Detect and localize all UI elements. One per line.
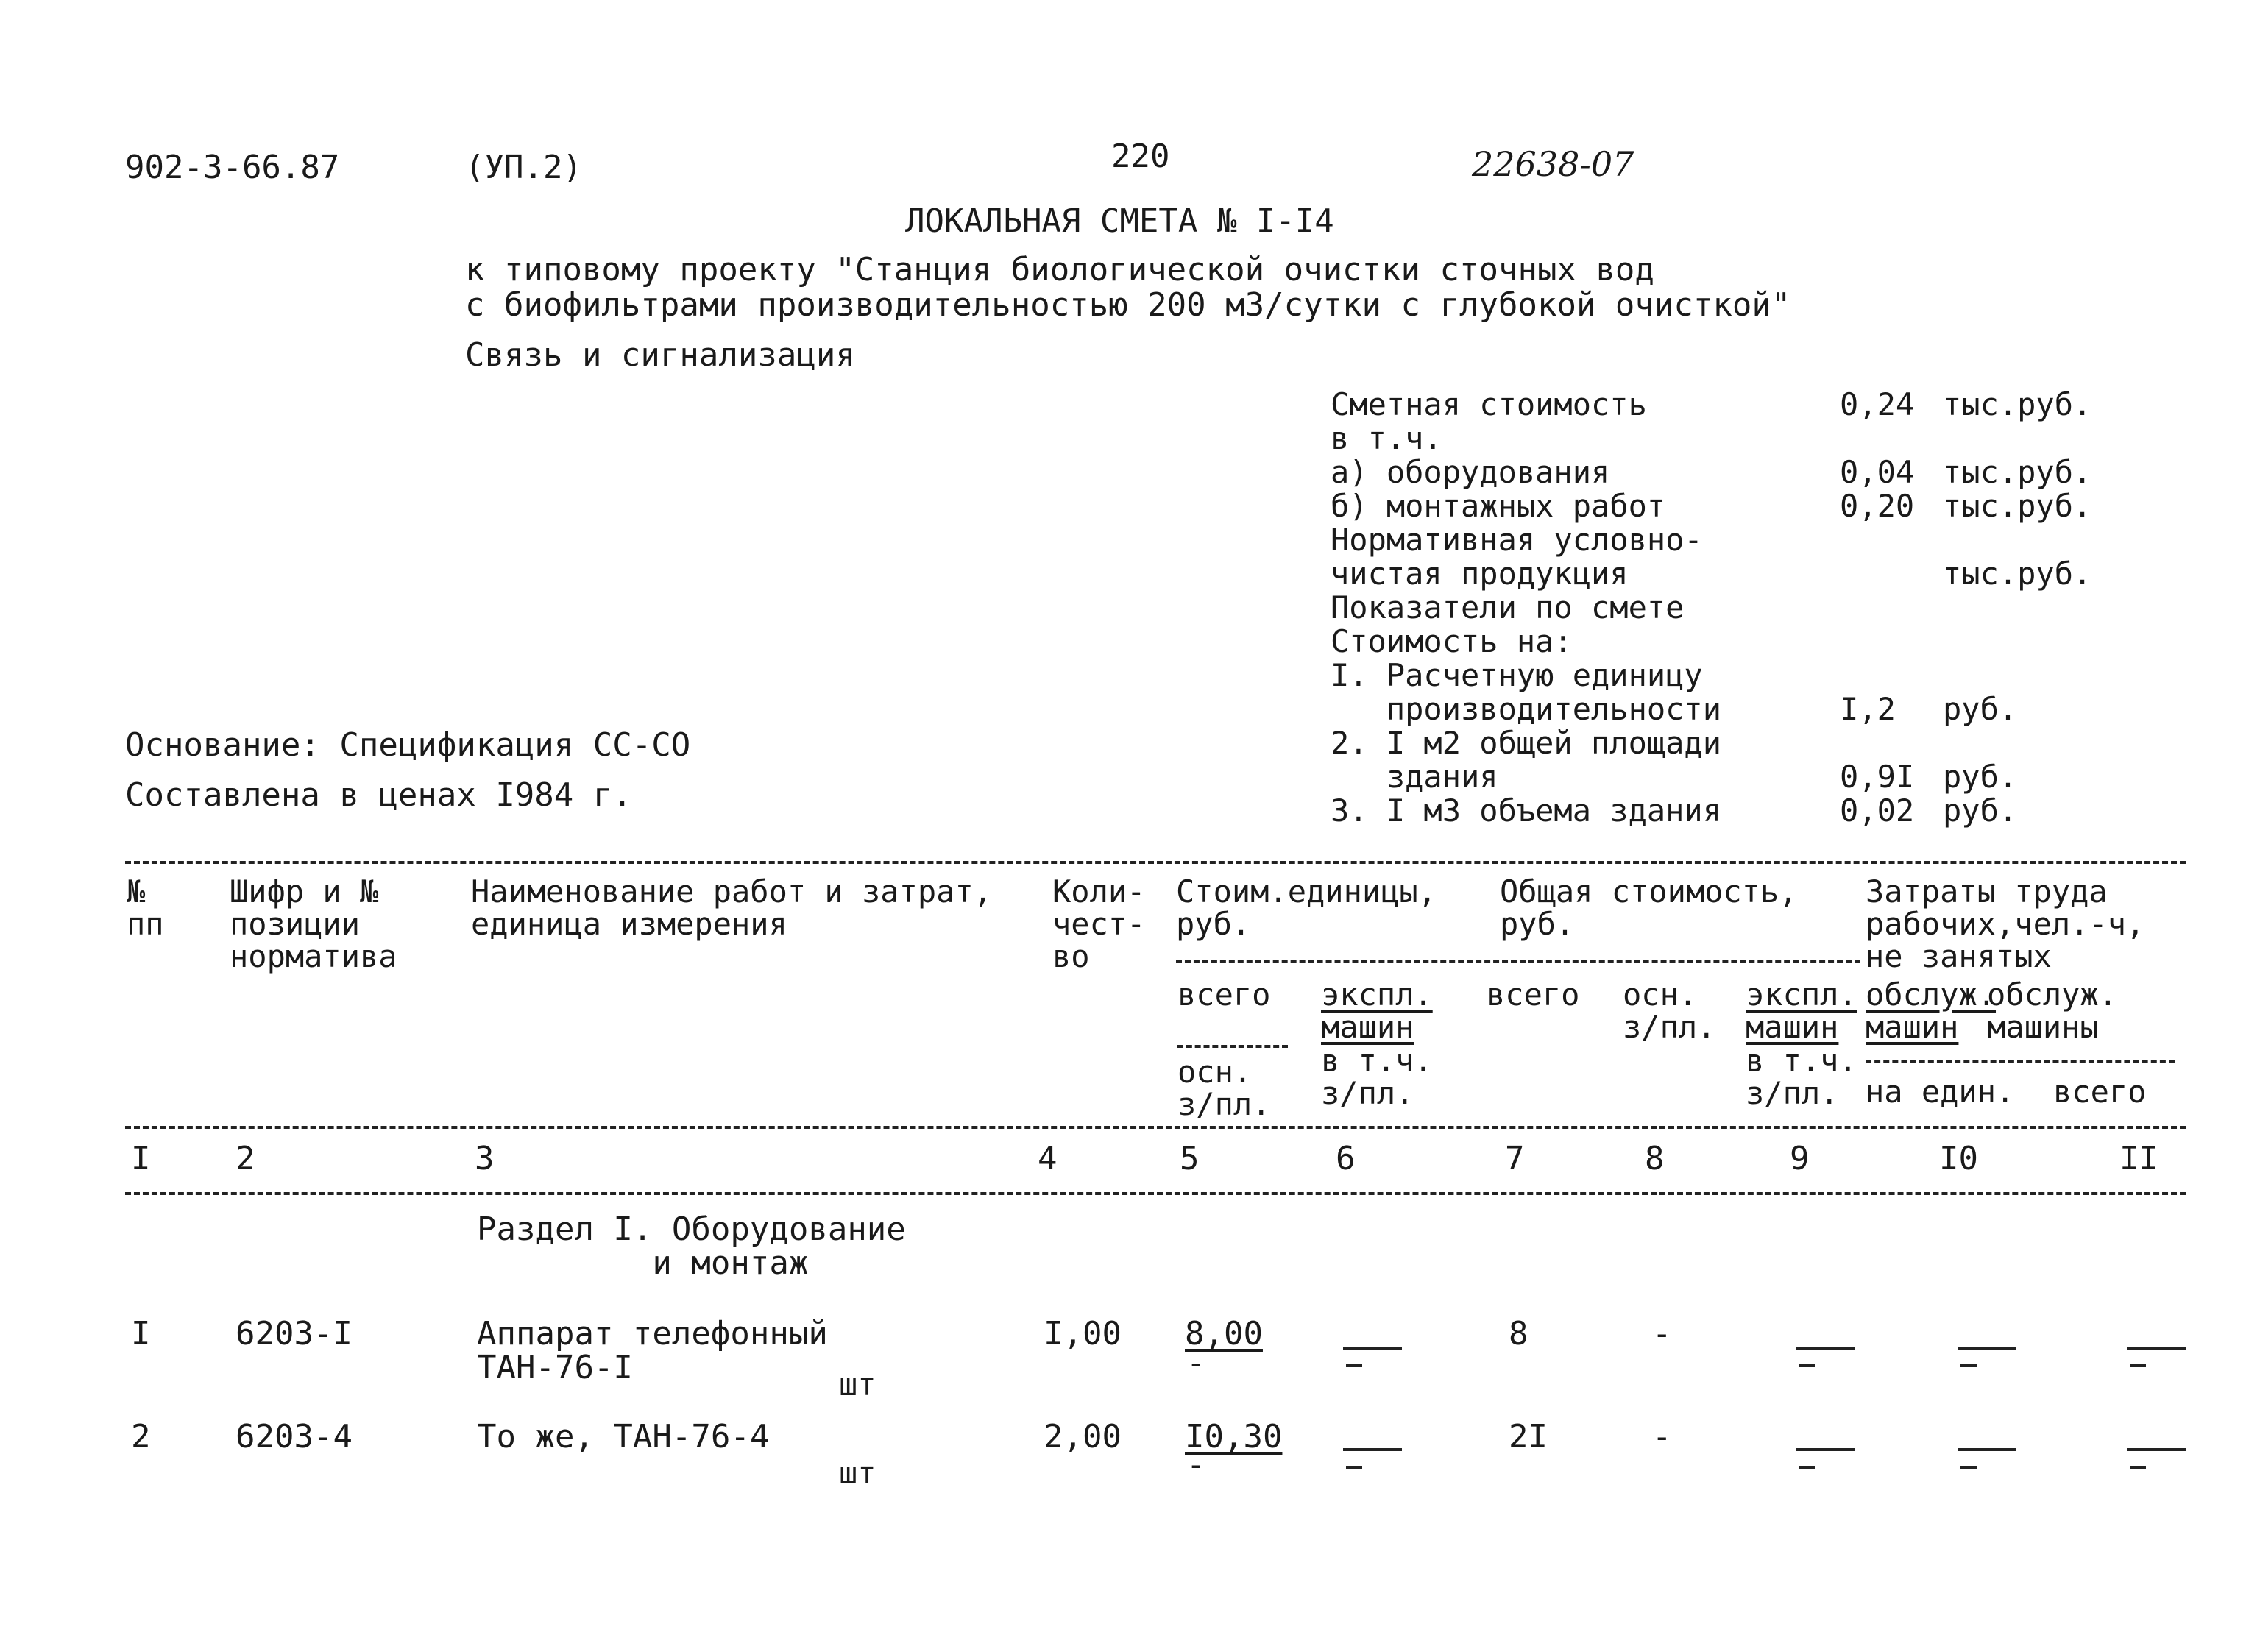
- row-unit-cost: 8,00: [1185, 1315, 1263, 1353]
- summary-label: в т.ч.: [1331, 420, 1442, 456]
- row-unit-cost: I0,30: [1185, 1418, 1283, 1456]
- row-code: 6203-I: [235, 1315, 353, 1353]
- summary-label: I. Расчетную единицу: [1331, 657, 1703, 693]
- summary-label: производительности: [1331, 691, 1722, 727]
- subheader-total-mach-sub: в т.ч. з/пл.: [1746, 1043, 1857, 1111]
- row-quantity: 2,00: [1044, 1418, 1122, 1456]
- basis-line: Основание: Спецификация СС-СО: [125, 726, 691, 764]
- section-title: Раздел I. Оборудование и монтаж: [477, 1210, 906, 1282]
- summary-label: 2. I м2 общей площади: [1331, 725, 1722, 761]
- col-number: 8: [1645, 1140, 1665, 1177]
- handwritten-code: 22638-07: [1472, 144, 1634, 184]
- row-number: I: [131, 1315, 151, 1353]
- summary-value: 0,04: [1840, 454, 1915, 490]
- summary-label: а) оборудования: [1331, 454, 1610, 490]
- col-header-number: № пп: [127, 873, 164, 942]
- row-dash-mark: [1343, 1347, 1402, 1355]
- doc-number: 902-3-66.87: [125, 149, 340, 186]
- subheader-total-mach: экспл. машин: [1746, 976, 1857, 1045]
- summary-unit: руб.: [1943, 793, 2018, 829]
- summary-value: 0,9I: [1840, 759, 1915, 795]
- column-number-rule: [125, 1192, 2186, 1195]
- row-unit: шт: [839, 1366, 876, 1403]
- header-mid-rule: [1176, 960, 1860, 963]
- subheader-total-total: всего: [1487, 976, 1580, 1013]
- row-code: 6203-4: [235, 1418, 353, 1456]
- col-number: 2: [235, 1140, 255, 1177]
- row-unit: шт: [839, 1455, 876, 1491]
- summary-label: Нормативная условно-: [1331, 522, 1703, 558]
- row-unit-cost-dash: -: [1186, 1446, 1206, 1483]
- col-number: 5: [1180, 1140, 1200, 1177]
- summary-unit: руб.: [1943, 691, 2018, 727]
- row-name: То же, ТАН-76-4: [477, 1418, 770, 1456]
- summary-label: 3. I м3 объема здания: [1331, 793, 1722, 829]
- subheader-labor-obsl-2: обслуж. машины: [1987, 976, 2118, 1045]
- subheader-labor-obsl: обслуж. машин: [1866, 976, 1997, 1045]
- col-header-labor: Затраты труда рабочих,чел.-ч, не занятых: [1866, 873, 2145, 974]
- summary-value: 0,02: [1840, 793, 1915, 829]
- album-number: (УП.2): [465, 149, 582, 186]
- row-dash-mark: [2127, 1448, 2186, 1457]
- col-number: 9: [1790, 1140, 1810, 1177]
- project-line-2: с биофильтрами производительностью 200 м3/сутки с глубокой очисткой": [465, 286, 1791, 324]
- summary-unit: тыс.руб.: [1943, 386, 2092, 422]
- row-total: 2I: [1509, 1418, 1548, 1456]
- row-osn: -: [1652, 1315, 1672, 1353]
- col-header-code: Шифр и № позиции норматива: [230, 873, 397, 974]
- col-number: 4: [1038, 1140, 1058, 1177]
- row-total: 8: [1509, 1315, 1528, 1353]
- row-number: 2: [131, 1418, 151, 1456]
- col-number: 6: [1336, 1140, 1356, 1177]
- summary-label: чистая продукция: [1331, 556, 1629, 592]
- col-header-total-cost: Общая стоимость, руб.: [1500, 873, 1798, 942]
- col-header-unit-cost: Стоим.единицы, руб.: [1176, 873, 1437, 942]
- header-bottom-rule: [125, 1126, 2186, 1129]
- summary-unit: руб.: [1943, 759, 2018, 795]
- row-dash-mark: [1958, 1448, 2016, 1457]
- page-number: 220: [1111, 138, 1170, 175]
- table-top-rule: [125, 861, 2186, 864]
- summary-value: 0,20: [1840, 488, 1915, 524]
- subheader-unit-mach-sub: в т.ч. з/пл.: [1321, 1043, 1433, 1111]
- subheader-unit-total: всего: [1177, 976, 1271, 1013]
- summary-label: Сметная стоимость: [1331, 386, 1647, 422]
- subheader-labor-unit: на един.: [1866, 1074, 2015, 1110]
- col-number: II: [2119, 1140, 2158, 1177]
- summary-unit: тыс.руб.: [1943, 488, 2092, 524]
- summary-label: Показатели по смете: [1331, 589, 1685, 625]
- col-header-quantity: Коли- чест- во: [1052, 873, 1146, 974]
- estimate-title: ЛОКАЛЬНАЯ СМЕТА № I-I4: [905, 202, 1334, 240]
- subheader-unit-rule: [1177, 1045, 1288, 1048]
- summary-label: здания: [1331, 759, 1498, 795]
- col-number: 3: [475, 1140, 495, 1177]
- project-line-1: к типовому проекту "Станция биологической очистки сточных вод: [465, 251, 1654, 288]
- subheader-total-osn: осн. з/пл.: [1623, 976, 1716, 1045]
- row-dash-mark: [1796, 1448, 1855, 1457]
- summary-label: Стоимость на:: [1331, 623, 1573, 659]
- row-osn: -: [1652, 1418, 1672, 1456]
- subheader-unit-osn: осн. з/пл.: [1177, 1054, 1271, 1122]
- row-dash-mark: [2127, 1347, 2186, 1355]
- summary-value: I,2: [1840, 691, 1896, 727]
- subheader-unit-mach: экспл. машин: [1321, 976, 1433, 1045]
- row-unit-cost-dash: -: [1186, 1344, 1206, 1382]
- summary-value: 0,24: [1840, 386, 1915, 422]
- col-header-name: Наименование работ и затрат, единица измерения: [471, 873, 993, 942]
- col-number: I0: [1939, 1140, 1978, 1177]
- summary-unit: тыс.руб.: [1943, 556, 2092, 592]
- row-name: Аппарат телефонный ТАН-76-I: [477, 1315, 828, 1386]
- col-number: 7: [1505, 1140, 1525, 1177]
- row-dash-mark: [1343, 1448, 1402, 1457]
- row-dash-mark: [1958, 1347, 2016, 1355]
- summary-unit: тыс.руб.: [1943, 454, 2092, 490]
- estimate-subtitle: Связь и сигнализация: [465, 336, 855, 374]
- subheader-labor-rule: [1866, 1060, 2175, 1063]
- price-base-line: Составлена в ценах I984 г.: [125, 776, 632, 814]
- col-number: I: [131, 1140, 151, 1177]
- row-quantity: I,00: [1044, 1315, 1122, 1353]
- subheader-labor-all: всего: [2053, 1074, 2147, 1110]
- row-dash-mark: [1796, 1347, 1855, 1355]
- summary-label: б) монтажных работ: [1331, 488, 1666, 524]
